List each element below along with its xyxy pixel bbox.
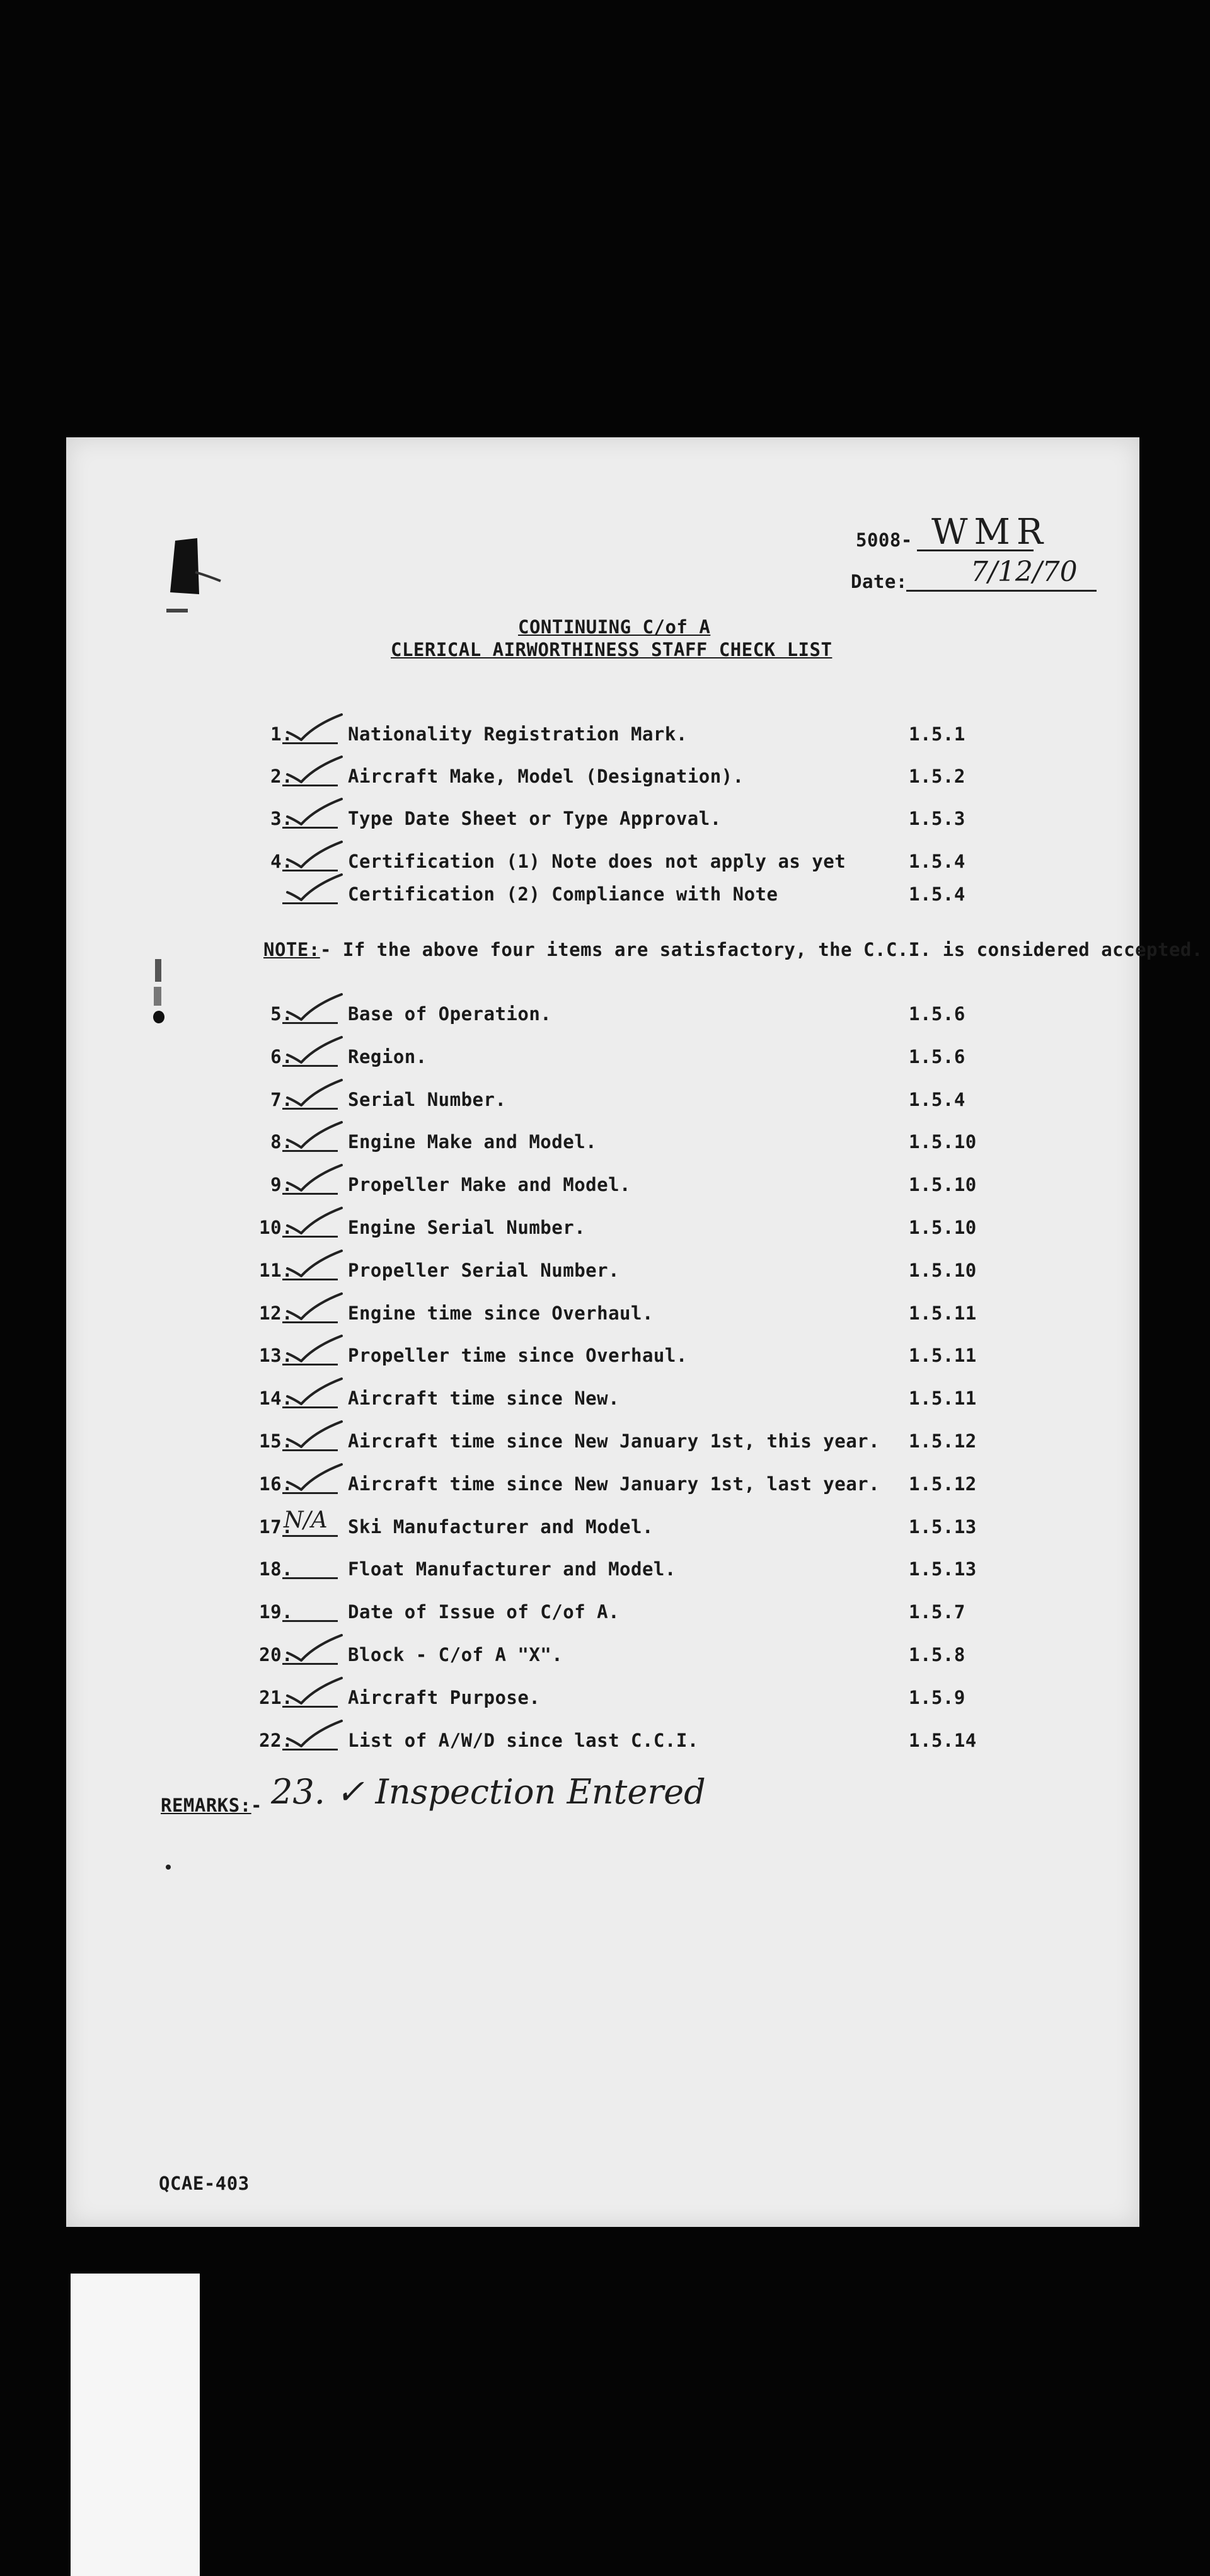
item-text: Type Date Sheet or Type Approval. bbox=[348, 808, 722, 829]
item-text: Serial Number. bbox=[348, 1088, 507, 1110]
checkmark-icon bbox=[285, 796, 345, 828]
checkmark-icon bbox=[285, 1291, 345, 1323]
item-reference: 1.5.4 bbox=[909, 883, 965, 905]
checkmark-icon bbox=[285, 872, 345, 904]
checkmark-icon bbox=[285, 1333, 345, 1365]
item-number: 10. bbox=[259, 1217, 293, 1238]
item-reference: 1.5.4 bbox=[909, 851, 965, 872]
white-strip bbox=[71, 2274, 200, 2576]
remarks-handwritten: 23. ✓ Inspection Entered bbox=[271, 1772, 706, 1812]
checkmark-icon bbox=[285, 992, 345, 1023]
item-number: 4. bbox=[270, 851, 293, 872]
remarks-label: REMARKS: bbox=[161, 1795, 251, 1816]
item-number: 7. bbox=[270, 1088, 293, 1110]
item-text: Nationality Registration Mark. bbox=[348, 723, 688, 745]
item-text: Aircraft Purpose. bbox=[348, 1686, 541, 1708]
item-number: 5. bbox=[270, 1003, 293, 1025]
stray-dot bbox=[165, 1864, 171, 1870]
title-line-1: CONTINUING C/of A bbox=[518, 616, 711, 638]
item-reference: 1.5.10 bbox=[909, 1131, 977, 1153]
checkmark-icon bbox=[285, 1120, 345, 1151]
item-check-line bbox=[282, 1577, 338, 1579]
item-number: 9. bbox=[270, 1174, 293, 1196]
item-text: Region. bbox=[348, 1045, 427, 1067]
item-number: 19. bbox=[259, 1601, 293, 1623]
checkmark-icon bbox=[285, 712, 345, 744]
checkmark-icon bbox=[285, 1163, 345, 1194]
title-line-2: CLERICAL AIRWORTHINESS STAFF CHECK LIST bbox=[391, 639, 833, 660]
item-number: 13. bbox=[259, 1345, 293, 1367]
document-page bbox=[66, 437, 1139, 2227]
date-label: Date: bbox=[851, 571, 908, 592]
item-text: List of A/W/D since last C.C.I. bbox=[348, 1729, 699, 1751]
item-number: 22. bbox=[259, 1729, 293, 1751]
item-reference: 1.5.2 bbox=[909, 766, 965, 787]
item-reference: 1.5.8 bbox=[909, 1644, 965, 1665]
item-reference: 1.5.11 bbox=[909, 1345, 977, 1367]
file-number-label: 5008- bbox=[856, 529, 913, 551]
item-text: Aircraft time since New. bbox=[348, 1388, 620, 1410]
item-reference: 1.5.4 bbox=[909, 1088, 965, 1110]
file-number-value: WMR bbox=[931, 512, 1050, 553]
checkmark-icon bbox=[285, 1078, 345, 1109]
item-number: 8. bbox=[270, 1131, 293, 1153]
item-text: Certification (2) Compliance with Note bbox=[348, 883, 778, 905]
item-text: Date of Issue of C/of A. bbox=[348, 1601, 620, 1623]
note-label: NOTE: bbox=[263, 939, 320, 960]
item-number: 6. bbox=[270, 1045, 293, 1067]
form-number: QCAE-403 bbox=[159, 2173, 250, 2194]
item-reference: 1.5.10 bbox=[909, 1174, 977, 1196]
item-number: 2. bbox=[270, 766, 293, 787]
checkmark-icon bbox=[285, 754, 345, 786]
file-number-underline bbox=[917, 549, 1034, 551]
item-reference: 1.5.11 bbox=[909, 1302, 977, 1324]
item-number: 3. bbox=[270, 808, 293, 829]
item-reference: 1.5.13 bbox=[909, 1515, 977, 1538]
item-reference: 1.5.3 bbox=[909, 808, 965, 829]
item-text: Aircraft time since New January 1st, this year. bbox=[348, 1430, 880, 1452]
item-check-line bbox=[282, 1620, 338, 1622]
item-text: Engine time since Overhaul. bbox=[348, 1302, 654, 1324]
item-text: Propeller time since Overhaul. bbox=[348, 1345, 688, 1367]
item-text: Ski Manufacturer and Model. bbox=[348, 1515, 654, 1538]
checkmark-icon bbox=[285, 1718, 345, 1750]
item-reference: 1.5.14 bbox=[909, 1729, 977, 1751]
item-number: 16. bbox=[259, 1473, 293, 1495]
item-reference: 1.5.13 bbox=[909, 1558, 977, 1580]
checkmark-icon bbox=[285, 1633, 345, 1664]
item-text: Aircraft Make, Model (Designation). bbox=[348, 766, 744, 787]
checkmark-icon bbox=[285, 839, 345, 871]
remarks-dash: - bbox=[251, 1795, 262, 1816]
item-text: Aircraft time since New January 1st, last year. bbox=[348, 1473, 880, 1495]
checkmark-icon bbox=[285, 1419, 345, 1451]
item-reference: 1.5.12 bbox=[909, 1473, 977, 1495]
checkmark-icon bbox=[285, 1248, 345, 1280]
checkmark-icon bbox=[285, 1035, 345, 1066]
item-reference: 1.5.6 bbox=[909, 1045, 965, 1067]
item-reference: 1.5.12 bbox=[909, 1430, 977, 1452]
clip-mark bbox=[163, 534, 226, 623]
item-text: Block - C/of A "X". bbox=[348, 1644, 563, 1665]
date-underline bbox=[906, 590, 1097, 592]
item-text: Propeller Make and Model. bbox=[348, 1174, 631, 1196]
date-value: 7/12/70 bbox=[971, 556, 1078, 588]
item-reference: 1.5.9 bbox=[909, 1686, 965, 1708]
item-number: 21. bbox=[259, 1686, 293, 1708]
item-reference: 1.5.6 bbox=[909, 1003, 965, 1025]
item-text: Engine Make and Model. bbox=[348, 1131, 597, 1153]
item-text: Base of Operation. bbox=[348, 1003, 552, 1025]
margin-smudge bbox=[150, 959, 169, 1028]
item-text: Engine Serial Number. bbox=[348, 1217, 586, 1238]
item-number: 12. bbox=[259, 1302, 293, 1324]
item-number: 15. bbox=[259, 1430, 293, 1452]
checkmark-icon bbox=[285, 1676, 345, 1707]
item-number: 20. bbox=[259, 1644, 293, 1665]
item-check-line bbox=[282, 1535, 338, 1537]
item-reference: 1.5.10 bbox=[909, 1217, 977, 1238]
checkmark-icon bbox=[285, 1462, 345, 1493]
item-reference: 1.5.10 bbox=[909, 1259, 977, 1281]
item-reference: 1.5.1 bbox=[909, 723, 965, 745]
item-reference: 1.5.11 bbox=[909, 1388, 977, 1410]
note-text: - If the above four items are satisfactory, the C.C.I. is considered accepted. bbox=[320, 939, 1203, 960]
item-text: Certification (1) Note does not apply as yet bbox=[348, 851, 846, 872]
item-text: Float Manufacturer and Model. bbox=[348, 1558, 676, 1580]
item-number: 14. bbox=[259, 1388, 293, 1410]
checkmark-icon bbox=[285, 1376, 345, 1408]
item-number: 18. bbox=[259, 1558, 293, 1580]
item-number: 11. bbox=[259, 1259, 293, 1281]
item-mark: N/A bbox=[284, 1507, 328, 1533]
item-number: 1. bbox=[270, 723, 293, 745]
item-reference: 1.5.7 bbox=[909, 1601, 965, 1623]
item-number: 17. bbox=[259, 1515, 293, 1538]
item-text: Propeller Serial Number. bbox=[348, 1259, 620, 1281]
checkmark-icon bbox=[285, 1205, 345, 1237]
